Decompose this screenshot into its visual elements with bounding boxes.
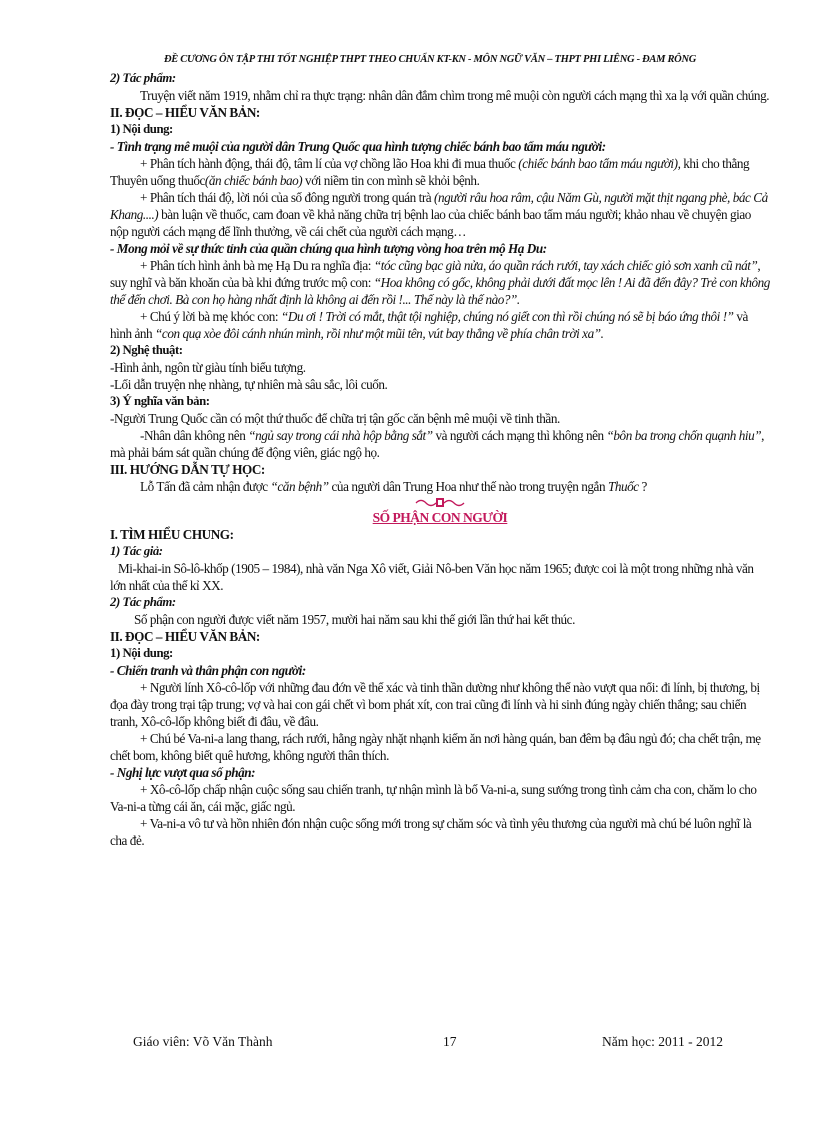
page-header: ĐỀ CƯƠNG ÔN TẬP THI TỐT NGHIỆP THPT THEO CHUẨN KT-KN - MÔN NGỮ VĂN – THPT PHI LIÊNG - ĐAM RÔNG bbox=[163, 54, 697, 65]
subheading-vong-hoa: - Mong mỏi về sự thức tỉnh của quần chúng qua hình tượng vòng hoa trên mộ Hạ Du: bbox=[110, 241, 547, 256]
heading-nghe-thuat: 2) Nghệ thuật: bbox=[110, 343, 183, 357]
heading-y-nghia: 3) Ý nghĩa văn bản: bbox=[110, 394, 210, 408]
page-content bbox=[110, 70, 770, 849]
heading-doc-hieu-2: II. ĐỌC – HIỂU VĂN BẢN: bbox=[110, 629, 260, 644]
section-title: SỐ PHẬN CON NGƯỜI bbox=[372, 510, 508, 525]
paragraph-tac-pham: Truyện viết năm 1919, nhằm chỉ ra thực trạng: nhân dân đắm chìm trong mê muội còn người cách mạng thì xa lạ với quần chúng. bbox=[140, 88, 770, 103]
list-item: -Lối dẫn truyện nhẹ nhàng, tự nhiên mà sâu sắc, lôi cuốn. bbox=[110, 377, 388, 392]
paragraph-va-ni-a: + Chú bé Va-ni-a lang thang, rách rưới, hằng ngày nhặt nhạnh kiếm ăn nơi hàng quán, ban đêm bạ đâu ngủ đó; cha chết trận, mẹ chết bom, không biết quê hương, không người thân thích. bbox=[110, 731, 761, 763]
paragraph-huong-dan: Lỗ Tấn đã cảm nhận được “căn bệnh” của người dân Trung Hoa như thế nào trong truyện ngắn Thuốc ? bbox=[140, 479, 647, 494]
heading-tim-hieu: I. TÌM HIỂU CHUNG: bbox=[110, 527, 234, 542]
footer-teacher: Giáo viên: Võ Văn Thành bbox=[133, 1034, 273, 1049]
decorative-divider-icon bbox=[110, 497, 770, 509]
heading-noi-dung: 1) Nội dung: bbox=[110, 122, 173, 136]
paragraph-hanh-dong: + Phân tích hành động, thái độ, tâm lí của vợ chồng lão Hoa khi đi mua thuốc (chiếc bánh bao tẩm máu người), khi cho thằng Thuyên uống thuốc(ăn chiếc bánh bao) với niềm tin con mình sẽ khỏi bệnh. bbox=[110, 156, 750, 188]
footer-school-year: Năm học: 2011 - 2012 bbox=[602, 1034, 723, 1049]
heading-doc-hieu: II. ĐỌC – HIỂU VĂN BẢN: bbox=[110, 105, 260, 120]
paragraph-ba-me: + Phân tích hình ảnh bà mẹ Hạ Du ra nghĩa địa: “tóc cũng bạc già nửa, áo quần rách rưới, tay xách chiếc giỏ sơn xanh cũ nát”, suy nghĩ và băn khoăn của bà khi đứng trước mộ con: “Hoa không có gốc, không phải dưới đất mọc lên ! Ai đã đến đây? Trẻ con không thể đến chơi. Bà con họ hàng nhất định là không ai đến rồi !... Thế này là thế nào?”. bbox=[110, 258, 770, 307]
subheading-banh-bao: - Tình trạng mê muội của người dân Trung Quốc qua hình tượng chiếc bánh bao tẩm máu người: bbox=[110, 139, 606, 154]
heading-tac-pham-2: 2) Tác phẩm: bbox=[110, 595, 176, 609]
paragraph-xo-co-lop: + Người lính Xô-cô-lốp với những đau đớn về thể xác và tinh thần dường như không thể nào vượt qua nổi: đi lính, bị thương, bị đọa đày trong trại tập trung; vợ và hai con gái chết vì bom phát xít, con trai cũng đi lính và hi sinh đúng ngày chiến thắng; sau chiến tranh, Xô-cô-lốp không biết đi đâu, về đâu. bbox=[110, 680, 760, 729]
paragraph-chap-nhan: + Xô-cô-lốp chấp nhận cuộc sống sau chiến tranh, tự nhận mình là bố Va-ni-a, sung sướng trong tình cảm cha con, chăm lo cho Va-ni-a từng cái ăn, cái mặc, giấc ngủ. bbox=[110, 782, 757, 814]
paragraph-quan-tra: + Phân tích thái độ, lời nói của số đông người trong quán trà (người râu hoa râm, cậu Năm Gù, người mặt thịt ngang phè, bác Cả Khang....) bàn luận về thuốc, cam đoan về khả năng chữa trị bệnh lao của chiếc bánh bao tẩm máu người; khảo nhau về chuyện giao nộp người cách mạng để lĩnh thưởng, về cái chết của người cách mạng… bbox=[110, 190, 768, 239]
list-item: -Nhân dân không nên “ngủ say trong cái nhà hộp bằng sắt” và người cách mạng thì không nên “bôn ba trong chốn quạnh hiu”, mà phải bám sát quần chúng để động viên, giác ngộ họ. bbox=[110, 428, 765, 460]
subheading-chien-tranh: - Chiến tranh và thân phận con người: bbox=[110, 663, 306, 678]
list-item: -Hình ảnh, ngôn từ giàu tính biểu tượng. bbox=[110, 360, 306, 375]
paragraph-khoc-con: + Chú ý lời bà mẹ khóc con: “Du ơi ! Trời có mắt, thật tội nghiệp, chúng nó giết con thì rồi chúng nó sẽ bị báo ứng thôi !” và hình ảnh “con quạ xòe đôi cánh nhún mình, rồi như một mũi tên, vút bay thẳng về phía chân trời xa”. bbox=[110, 309, 748, 341]
subheading-nghi-luc: - Nghị lực vượt qua số phận: bbox=[110, 765, 256, 780]
page-footer bbox=[133, 1034, 723, 1054]
paragraph-tac-gia: Mi-khai-in Sô-lô-khốp (1905 – 1984), nhà văn Nga Xô viết, Giải Nô-ben Văn học năm 1965; được coi là một trong những nhà văn lớn nhất của thế kỉ XX. bbox=[110, 561, 754, 593]
paragraph-tac-pham-2: Số phận con người được viết năm 1957, mười hai năm sau khi thế giới lần thứ hai kết thúc. bbox=[134, 612, 575, 627]
heading-noi-dung-2: 1) Nội dung: bbox=[110, 646, 173, 660]
paragraph-hon-nhien: + Va-ni-a vô tư và hồn nhiên đón nhận cuộc sống mới trong sự chăm sóc và tình yêu thương của người mà chú bé luôn nghĩ là cha đẻ. bbox=[110, 816, 752, 848]
page-number: 17 bbox=[443, 1034, 457, 1049]
heading-huong-dan: III. HƯỚNG DẪN TỰ HỌC: bbox=[110, 462, 265, 477]
list-item: -Người Trung Quốc cần có một thứ thuốc để chữa trị tận gốc căn bệnh mê muội về tinh thần. bbox=[110, 411, 560, 426]
heading-tac-pham: 2) Tác phẩm: bbox=[110, 71, 176, 85]
heading-tac-gia: 1) Tác giả: bbox=[110, 544, 163, 558]
